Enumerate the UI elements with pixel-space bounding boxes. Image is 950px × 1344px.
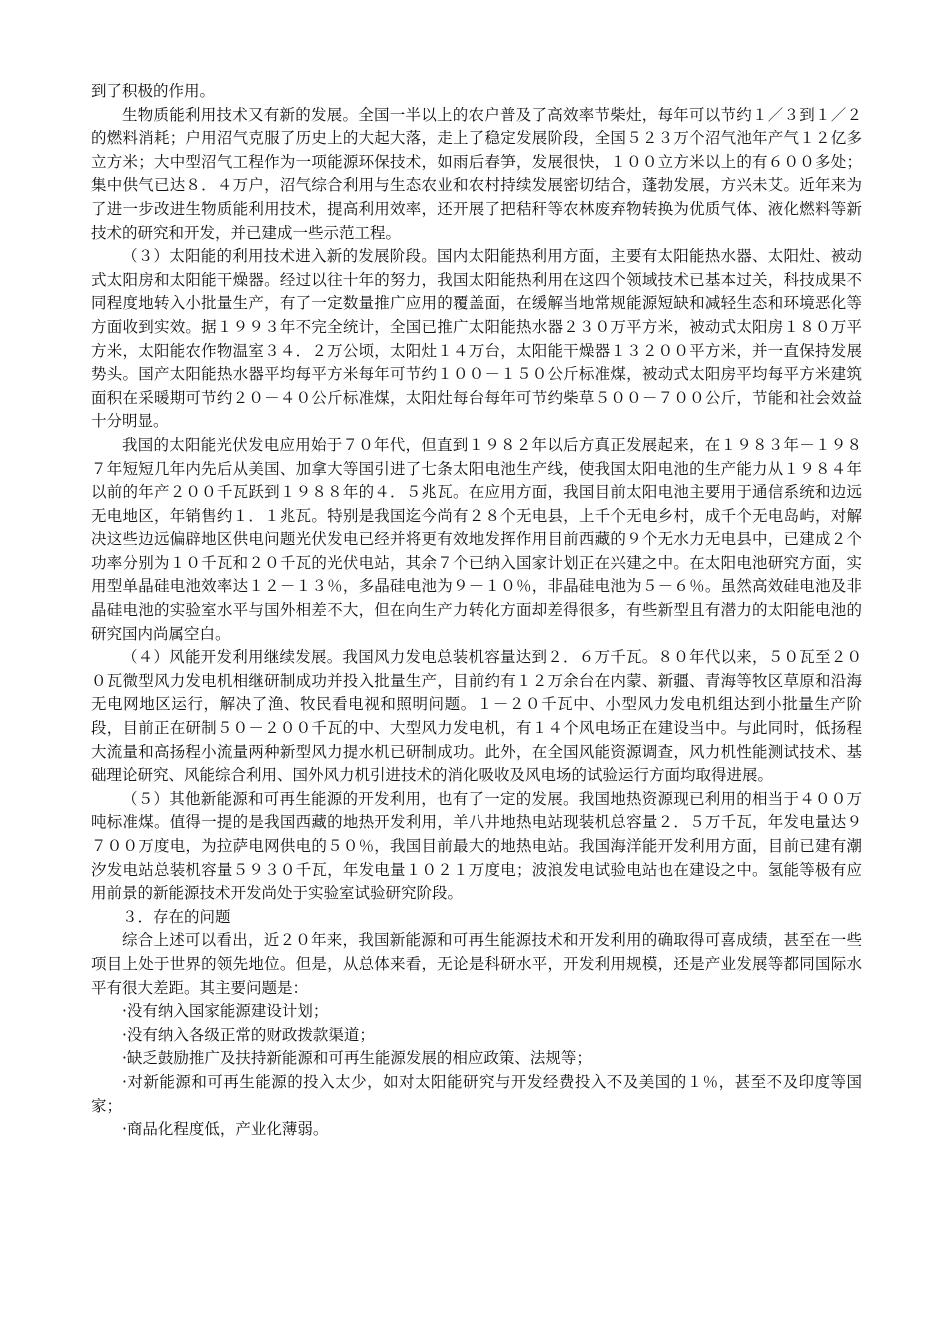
paragraph-solar-pv: 我国的太阳能光伏发电应用始于７０年代，但直到１９８２年以后方真正发展起来，在１９８３年－１９８７年短短几年内先后从美国、加拿大等国引进了七条太阳电池生产线，使我国太阳电池的生产能力从１９８４年以前的年产２００千瓦跃到１９８８年的４．５兆瓦。在应用方面，我国目前太阳电池主要用于通信系统和边远无电地区，年销售约１．１兆瓦。特别是我国迄今尚有２８个无电县，上千个无电乡村，成千个无电岛屿，对解决这些边远偏辟地区供电问题光伏发电已经并将更有效地发挥作用目前西藏的９个无水力无电县中，已建成２个功率分别为１０千瓦和２０千瓦的光伏电站，其余７个已纳入国家计划正在兴建之中。在太阳电池研究方面，实用型单晶硅电池效率达１２－１３％，多晶硅电池为９－１０％，非晶硅电池为５－６％。虽然高效硅电池及非晶硅电池的实验室水平与国外相差不大，但在向生产力转化方面却差得很多，有些新型且有潜力的太阳能电池的研究国内尚属空白。 (91, 435, 862, 643)
section-heading-problems: ３．存在的问题 (122, 907, 231, 926)
paragraph-solar-thermal: （３）太阳能的利用技术进入新的发展阶段。国内太阳能热利用方面，主要有太阳能热水器、太阳灶、被动式太阳房和太阳能干燥器。经过以往十年的努力，我国太阳能热利用在这四个领域技术已基本过关，科技成果不同程度地转入小批量生产，有了一定数量推广应用的覆盖面，在缓解当地常规能源短缺和减轻生态和环境恶化等方面收到实效。据１９９３年不完全统计，全国已推广太阳能热水器２３０万平方米，被动式太阳房１８０万平方米，太阳能农作物温室３４．２万公顷，太阳灶１４万台，太阳能干燥器１３２００平方米，并一直保持发展势头。国产太阳能热水器平均每平方米每年可节约１００－１５０公斤标准煤，被动式太阳房平均每平方米建筑面积在采暖期可节约２０－４０公斤标准煤，太阳灶每台每年可节约柴草５００－７００公斤，节能和社会效益十分明显。 (91, 247, 862, 431)
paragraph-other-energy: （５）其他新能源和可再生能源的开发利用，也有了一定的发展。我国地热资源现已利用的相当于４００万吨标准煤。值得一提的是我国西藏的地热开发利用，羊八井地热电站现装机总容量２．５万千瓦，年发电量达９７００万度电，为拉萨电网供电的５０％，我国目前最大的地热电站。我国海洋能开发利用方面，目前已建有潮汐发电站总装机容量５９３０千瓦，年发电量１０２１万度电；波浪发电试验电站也在建设之中。氢能等极有应用前景的新能源技术开发尚处于实验室试验研究阶段。 (91, 789, 862, 903)
paragraph-wind: （４）风能开发利用继续发展。我国风力发电总装机容量达到２．６万千瓦。８０年代以来，５０瓦至２００瓦微型风力发电机相继研制成功并投入批量生产，目前约有１２万余台在内蒙、新疆、青海等牧区草原和沿海无电网地区运行，解决了渔、牧民看电视和照明问题。１－２０千瓦中、小型风力发电机组达到小批量生产阶段，目前正在研制５０－２００千瓦的中、大型风力发电机，有１４个风电场正在建设当中。与此同时，低扬程大流量和高扬程小流量两种新型风力提水机已研制成功。此外，在全国风能资源调查，风力机性能测试技术、基础理论研究、风能综合利用、国外风力机引进技术的消化吸收及风电场的试验运行方面均取得进展。 (91, 648, 862, 785)
bullet-item: ·对新能源和可再生能源的投入太少，如对太阳能研究与开发经费投入不及美国的１％，甚至不及印度等国家； (91, 1072, 862, 1115)
bullet-item: ·没有纳入各级正常的财政拨款渠道； (122, 1025, 375, 1044)
paragraph-summary: 综合上述可以看出，近２０年来，我国新能源和可再生能源技术和开发利用的确取得可喜成绩，甚至在一些项目上处于世界的领先地位。但是，从总体来看，无论是科研水平，开发利用规模，还是产业发展等都同国际水平有很大差距。其主要问题是： (91, 931, 862, 997)
paragraph-biomass: 生物质能利用技术又有新的发展。全国一半以上的农户普及了高效率节柴灶，每年可以节约１／３到１／２的燃料消耗；户用沼气克服了历史上的大起大落，走上了稳定发展阶段，全国５２３万个沼气池年产气１２亿多立方米；大中型沼气工程作为一项能源环保技术，如雨后春笋，发展很快，１００立方米以上的有６００多处；集中供气已达８．４万户，沼气综合利用与生态农业和农村持续发展密切结合，蓬勃发展，方兴未艾。近年来为了进一步改进生物质能利用技术，提高利用效率，还开展了把秸秆等农林废弃物转换为优质气体、液化燃料等新技术的研究和开发，并已建成一些示范工程。 (91, 105, 862, 242)
bullet-item: ·缺乏鼓励推广及扶持新能源和可再生能源发展的相应政策、法规等； (122, 1049, 592, 1068)
bullet-item: ·没有纳入国家能源建设计划； (122, 1002, 329, 1021)
bullet-item: ·商品化程度低，产业化薄弱。 (122, 1120, 329, 1139)
paragraph-continuation: 到了积极的作用。 (91, 82, 216, 100)
